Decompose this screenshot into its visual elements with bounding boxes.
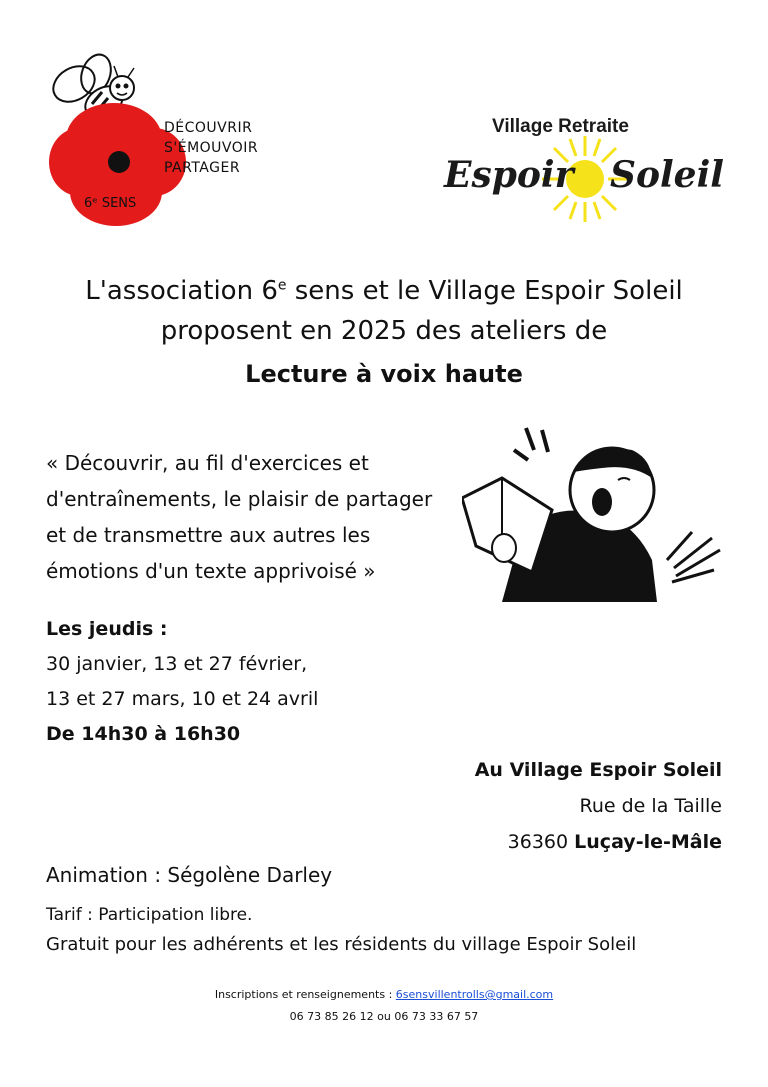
association-logo [44,44,294,234]
espoir-word: Espoir [444,154,574,196]
schedule-dates-2: 13 et 27 mars, 10 et 24 avril [46,688,319,710]
tagline-share: PARTAGER [164,160,241,176]
headline-line-2: proposent en 2025 des ateliers de [160,316,608,346]
quote-line: émotions d'un texte apprivoisé » [46,559,376,583]
soleil-word: Soleil [610,154,724,196]
quote-line: « Découvrir, au fil d'exercices et [46,451,369,475]
headline-line-1 [0,276,768,306]
headline-part-a: L'association 6 [85,276,278,306]
quote-line: d'entraînements, le plaisir de partager [46,487,433,511]
headline-sup: e [277,277,287,294]
tagline-discover: DÉCOUVRIR [164,120,253,136]
footer-phones: 06 73 85 26 12 ou 06 73 33 67 57 [289,1010,479,1023]
footer-label: Inscriptions et renseignements : [214,988,396,1001]
venue-town-line [422,824,722,860]
reader-illustration [462,420,724,608]
schedule-block [46,612,446,752]
venue-street: Rue de la Taille [579,795,722,817]
tarif-line: Tarif : Participation libre. [46,905,253,925]
schedule-heading: Les jeudis : [46,618,168,640]
reading-person-icon [462,420,724,608]
email-link[interactable]: 6sensvillentrolls@gmail.com [395,988,554,1001]
venue-postcode: 36360 [507,831,569,853]
headline-part-b: sens et le Village Espoir Soleil [294,276,683,306]
quote-line: et de transmettre aux autres les [46,523,371,547]
venue-name: Au Village Espoir Soleil [474,759,722,781]
venue-town: Luçay-le-Mâle [574,831,722,853]
free-note: Gratuit pour les adhérents et les résidents du village Espoir Soleil [46,934,637,955]
village-logo [440,112,730,232]
schedule-dates-1: 30 janvier, 13 et 27 février, [46,653,308,675]
poppy-bee-icon [44,44,294,234]
animation-line: Animation : Ségolène Darley [46,863,333,887]
footer-contact [0,988,768,1001]
workshop-title: Lecture à voix haute [245,360,523,388]
pricing-block [46,900,726,960]
tagline-feel: S'ÉMOUVOIR [164,140,259,156]
address-block [422,752,722,860]
village-retraite-label: Village Retraite [492,116,629,137]
quote-block [46,445,456,589]
sens-label: 6ᵉ SENS [84,196,137,211]
schedule-hours: De 14h30 à 16h30 [46,723,241,745]
